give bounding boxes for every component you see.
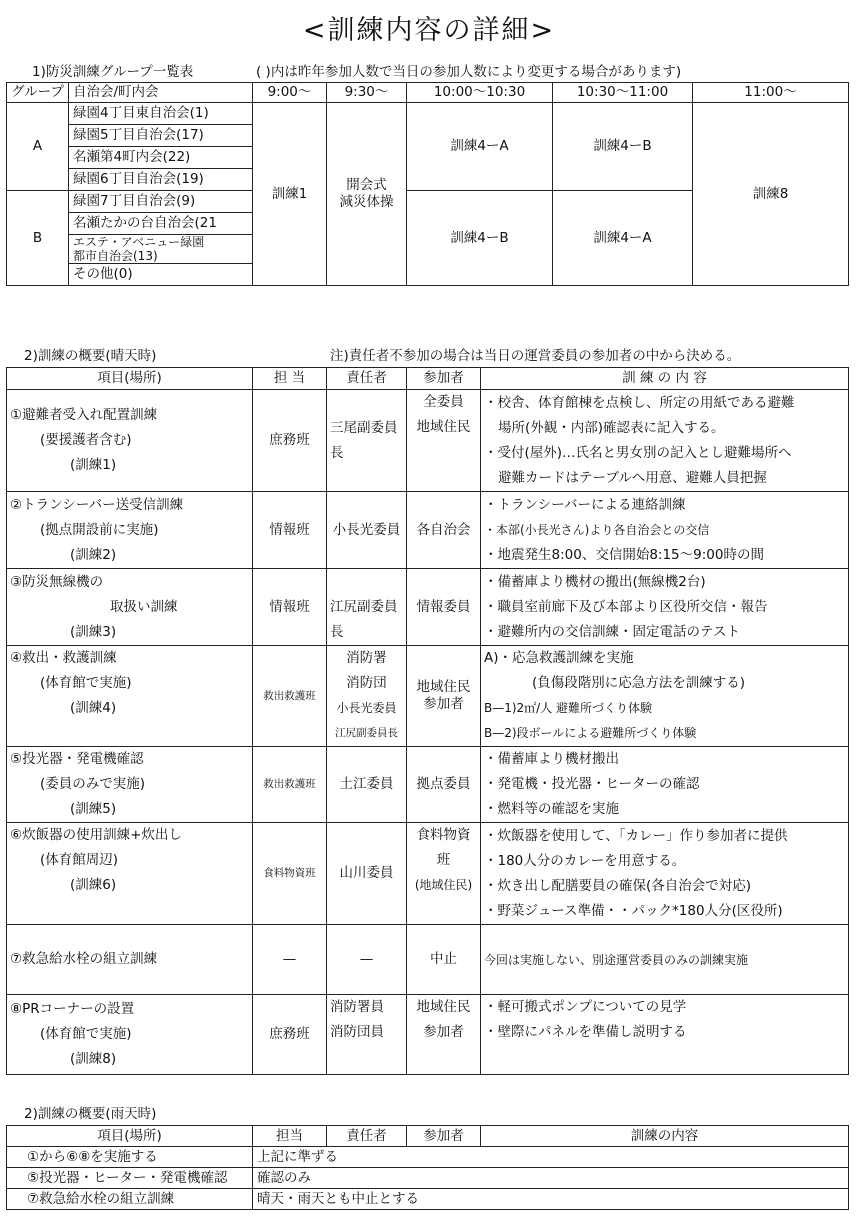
association-cell: 緑園6丁目自治会(19) bbox=[69, 169, 253, 191]
rainy-row bbox=[7, 1189, 849, 1210]
content-line: (負傷段階別に応急方法を訓練する) bbox=[532, 675, 746, 691]
responsible-line: 江尻副委員長 bbox=[335, 727, 398, 739]
header-participants: 参加者 bbox=[407, 1126, 481, 1147]
content-cell bbox=[481, 747, 849, 823]
association-cell: その他(0) bbox=[69, 264, 253, 286]
participants-line: 地域住民 bbox=[416, 679, 471, 695]
content-line: ・180人分のカレーを用意する。 bbox=[484, 852, 686, 869]
slot-1100: 訓練8 bbox=[693, 103, 849, 286]
responsible-cell: 山川委員 bbox=[327, 823, 407, 925]
slot-b-1030: 訓練4ーA bbox=[553, 191, 693, 286]
participants-line: 地域住民 bbox=[416, 999, 471, 1015]
outline-row-6 bbox=[7, 823, 849, 925]
item-code: (訓練4) bbox=[70, 700, 117, 716]
item-location: (体育館で実施) bbox=[40, 1026, 132, 1042]
participants-cell bbox=[407, 646, 481, 747]
content-cell bbox=[481, 569, 849, 646]
item-cell: ⑤投光器・ヒーター・発電機確認 bbox=[7, 1168, 253, 1189]
item-title: ③防災無線機の bbox=[10, 573, 104, 590]
item-title: ②トランシーバー送受信訓練 bbox=[10, 496, 184, 513]
item-cell bbox=[7, 823, 253, 925]
group-table bbox=[6, 82, 849, 286]
outline-row-5 bbox=[7, 747, 849, 823]
item-code: (訓練6) bbox=[70, 877, 117, 893]
item-cell bbox=[7, 646, 253, 747]
group-a-label: A bbox=[7, 103, 69, 191]
outline-row-8 bbox=[7, 995, 849, 1075]
header-item: 項目(場所) bbox=[7, 368, 253, 390]
section1-note: ( )内は昨年参加人数で当日の参加人数により変更する場合があります) bbox=[256, 64, 682, 80]
tanto-cell: 救出救護班 bbox=[253, 646, 327, 747]
content-cell bbox=[481, 995, 849, 1075]
content-line: ・壁際にパネルを準備し説明する bbox=[484, 1024, 687, 1040]
header-0900: 9:00〜 bbox=[253, 83, 327, 103]
participants-line: 地域住民 bbox=[416, 419, 471, 435]
content-line: B—2)段ボールによる避難所づくり体験 bbox=[484, 726, 697, 740]
item-location: (拠点開設前に実施) bbox=[40, 521, 159, 538]
content-cell bbox=[481, 823, 849, 925]
page-title: <訓練内容の詳細> bbox=[302, 15, 556, 46]
participants-line: (地域住民) bbox=[414, 878, 473, 892]
association-cell: 名瀬たかの台自治会(21 bbox=[69, 213, 253, 235]
item-code: (訓練3) bbox=[70, 623, 117, 640]
item-cell bbox=[7, 747, 253, 823]
participants-cell bbox=[407, 823, 481, 925]
content-line: 場所(外観・内部)確認表に記入する。 bbox=[498, 419, 725, 436]
participants-cell: 情報委員 bbox=[407, 569, 481, 646]
header-group: グループ bbox=[7, 83, 69, 103]
content-line: ・軽可搬式ポンプについての見学 bbox=[484, 999, 687, 1015]
header-content: 訓 練 の 内 容 bbox=[481, 368, 849, 390]
content-line: ・発電機・投光器・ヒーターの確認 bbox=[484, 776, 700, 792]
participants-cell: 各自治会 bbox=[407, 492, 481, 569]
participants-line: 食料物資 bbox=[416, 827, 471, 843]
responsible-cell bbox=[327, 995, 407, 1075]
responsible-line: 消防団 bbox=[346, 675, 387, 691]
outline-header bbox=[7, 368, 849, 390]
header-participants: 参加者 bbox=[407, 368, 481, 390]
participants-cell bbox=[407, 390, 481, 492]
content-line: ・炊飯器を使用して、「カレー」作り参加者に提供 bbox=[484, 827, 788, 844]
association-line: 都市自治会(13) bbox=[73, 249, 158, 263]
rainy-table bbox=[6, 1125, 849, 1210]
item-title: ①避難者受入れ配置訓練 bbox=[10, 407, 158, 423]
outline-row-4 bbox=[7, 646, 849, 747]
item-code: (訓練8) bbox=[70, 1051, 117, 1067]
outline-row-3 bbox=[7, 569, 849, 646]
header-tanto: 担当 bbox=[253, 1126, 327, 1147]
association-cell: 緑園4丁目東自治会(1) bbox=[69, 103, 253, 125]
item-code: (訓練1) bbox=[70, 457, 117, 473]
tanto-cell: 情報班 bbox=[253, 492, 327, 569]
item-cell bbox=[7, 492, 253, 569]
item-title: ⑧PRコーナーの設置 bbox=[10, 1001, 135, 1017]
content-line: ・本部(小長光さん)より各自治会との交信 bbox=[484, 522, 710, 537]
responsible-line: 消防署 bbox=[346, 650, 387, 666]
content-cell bbox=[481, 390, 849, 492]
header-item: 項目(場所) bbox=[7, 1126, 253, 1147]
responsible-cell: 小長光委員 bbox=[327, 492, 407, 569]
item-cell bbox=[7, 569, 253, 646]
responsible-cell bbox=[327, 569, 407, 646]
outline-row-2 bbox=[7, 492, 849, 569]
responsible-cell bbox=[327, 390, 407, 492]
item-location: (体育館で実施) bbox=[40, 675, 132, 691]
content-line: ・野菜ジュース準備・・パック*180人分(区役所) bbox=[484, 902, 783, 919]
tanto-cell: 救出救護班 bbox=[253, 747, 327, 823]
header-content: 訓練の内容 bbox=[481, 1126, 849, 1147]
item-title: ⑥炊飯器の使用訓練+炊出し bbox=[10, 827, 182, 843]
content-line: ・燃料等の確認を実施 bbox=[484, 801, 619, 817]
rainy-header bbox=[7, 1126, 849, 1147]
association-cell: 緑園7丁目自治会(9) bbox=[69, 191, 253, 213]
header-1000: 10:00〜10:30 bbox=[407, 83, 553, 103]
participants-cell bbox=[407, 995, 481, 1075]
item-location: (体育館周辺) bbox=[40, 852, 119, 868]
section3-caption: 2)訓練の概要(雨天時) bbox=[24, 1106, 157, 1122]
association-cell: 名瀬第4町内会(22) bbox=[69, 147, 253, 169]
content-line: ・地震発生8:00、交信開始8:15〜9:00時の間 bbox=[484, 546, 764, 563]
association-cell: 緑園5丁目自治会(17) bbox=[69, 125, 253, 147]
responsible-line: 小長光委員 bbox=[336, 701, 397, 715]
content-cell: 今回は実施しない、別途運営委員のみの訓練実施 bbox=[481, 925, 849, 995]
slot-0900: 訓練1 bbox=[253, 103, 327, 286]
group-row bbox=[7, 103, 849, 125]
slot-a-1030: 訓練4ーB bbox=[553, 103, 693, 191]
rainy-value-cell: 晴天・雨天とも中止とする bbox=[253, 1189, 849, 1210]
participants-line: 参加者 bbox=[423, 696, 464, 712]
outline-table bbox=[6, 367, 849, 1075]
responsible-cell bbox=[327, 646, 407, 747]
item-location: (委員のみで実施) bbox=[40, 776, 146, 792]
disaster-exercise: 減災体操 bbox=[339, 194, 394, 210]
association-line: エステ・アベニュー緑園 bbox=[73, 235, 205, 249]
content-line: ・備蓄庫より機材搬出 bbox=[484, 751, 619, 767]
section1-caption: 1)防災訓練グループ一覧表 bbox=[32, 64, 194, 80]
header-1100: 11:00〜 bbox=[693, 83, 849, 103]
responsible-line: 消防署員 bbox=[330, 999, 384, 1015]
slot-a-1000: 訓練4ーA bbox=[407, 103, 553, 191]
rainy-value-cell: 上記に準ずる bbox=[253, 1147, 849, 1168]
group-b-label: B bbox=[7, 191, 69, 286]
tanto-cell: — bbox=[253, 925, 327, 995]
participants-cell: 拠点委員 bbox=[407, 747, 481, 823]
outline-row-1 bbox=[7, 390, 849, 492]
responsible-line: 長 bbox=[330, 624, 344, 640]
tanto-cell: 庶務班 bbox=[253, 390, 327, 492]
content-line: ・炊き出し配膳要員の確保(各自治会で対応) bbox=[484, 877, 752, 894]
header-1030: 10:30〜11:00 bbox=[553, 83, 693, 103]
content-cell bbox=[481, 646, 849, 747]
tanto-cell: 食料物資班 bbox=[253, 823, 327, 925]
association-cell bbox=[69, 235, 253, 264]
content-line: 避難カードはテーブルへ用意、避難人員把握 bbox=[498, 469, 767, 486]
responsible-line: 長 bbox=[330, 444, 344, 461]
responsible-line: 消防団員 bbox=[330, 1024, 384, 1040]
content-line: ・避難所内の交信訓練・固定電話のテスト bbox=[484, 623, 740, 640]
outline-row-7 bbox=[7, 925, 849, 995]
slot-b-1000: 訓練4ーB bbox=[407, 191, 553, 286]
participants-line: 全委員 bbox=[423, 394, 464, 410]
content-line: ・校舎、体育館棟を点検し、所定の用紙である避難 bbox=[484, 394, 795, 411]
content-line: A)・応急救護訓練を実施 bbox=[484, 650, 634, 666]
participants-line: 参加者 bbox=[423, 1024, 464, 1040]
item-code: (訓練5) bbox=[70, 801, 117, 817]
item-cell bbox=[7, 995, 253, 1075]
slot-0930 bbox=[327, 103, 407, 286]
header-responsible: 責任者 bbox=[327, 368, 407, 390]
responsible-line: 江尻副委員 bbox=[330, 599, 398, 615]
content-line: ・トランシーバーによる連絡訓練 bbox=[484, 496, 686, 513]
header-tanto: 担 当 bbox=[253, 368, 327, 390]
content-line: ・受付(屋外)…氏名と男女別の記入とし避難場所へ bbox=[484, 444, 792, 461]
item-code: (訓練2) bbox=[70, 546, 117, 563]
content-line: B—1)2㎡/人 避難所づくり体験 bbox=[484, 701, 653, 715]
item-title: ⑤投光器・発電機確認 bbox=[10, 751, 144, 767]
item-location: (要援護者含む) bbox=[40, 432, 132, 448]
item-cell bbox=[7, 390, 253, 492]
rainy-row bbox=[7, 1147, 849, 1168]
item-cell: ⑦救急給水栓の組立訓練 bbox=[7, 1189, 253, 1210]
item-cell: ①から⑥⑧を実施する bbox=[7, 1147, 253, 1168]
header-association: 自治会/町内会 bbox=[69, 83, 253, 103]
participants-line: 班 bbox=[436, 852, 451, 868]
content-line: ・備蓄庫より機材の搬出(無線機2台) bbox=[484, 573, 706, 590]
responsible-cell: — bbox=[327, 925, 407, 995]
item-cell: ⑦救急給水栓の組立訓練 bbox=[7, 925, 253, 995]
opening-ceremony: 開会式 bbox=[346, 177, 387, 193]
group-table-header bbox=[7, 83, 849, 103]
rainy-row bbox=[7, 1168, 849, 1189]
rainy-value-cell: 確認のみ bbox=[253, 1168, 849, 1189]
content-cell bbox=[481, 492, 849, 569]
responsible-cell: 土江委員 bbox=[327, 747, 407, 823]
tanto-cell: 庶務班 bbox=[253, 995, 327, 1075]
item-title: ④救出・救護訓練 bbox=[10, 650, 117, 666]
participants-cell: 中止 bbox=[407, 925, 481, 995]
header-0930: 9:30〜 bbox=[327, 83, 407, 103]
section2-note: 注)責任者不参加の場合は当日の運営委員の参加者の中から決める。 bbox=[330, 348, 741, 364]
content-line: ・職員室前廊下及び本部より区役所交信・報告 bbox=[484, 598, 768, 615]
tanto-cell: 情報班 bbox=[253, 569, 327, 646]
header-responsible: 責任者 bbox=[327, 1126, 407, 1147]
responsible-line: 三尾副委員 bbox=[330, 419, 398, 436]
section2-caption: 2)訓練の概要(晴天時) bbox=[24, 348, 157, 364]
item-location: 取扱い訓練 bbox=[110, 598, 178, 615]
